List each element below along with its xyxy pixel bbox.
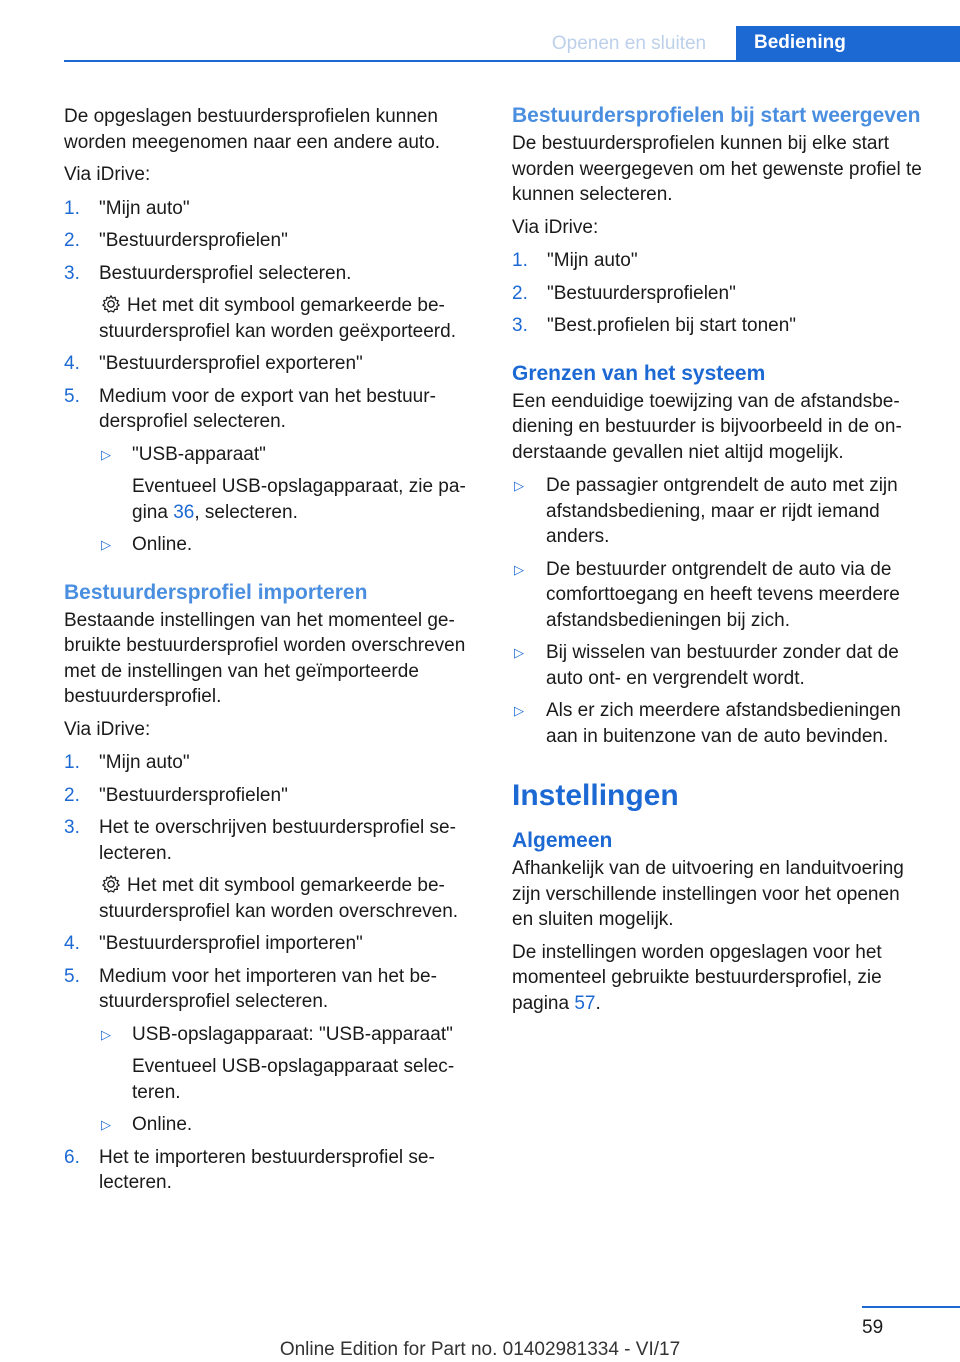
via-idrive-label: Via iDrive: <box>64 164 151 185</box>
step-text: "Bestuurdersprofiel exporteren" <box>99 353 363 374</box>
triangle-right-icon: ▷ <box>101 537 111 552</box>
list-item <box>99 1112 476 1138</box>
option-note-suffix: , selecteren. <box>194 501 298 523</box>
step-text: Medium voor de export van het bestuurdersprofiel selecteren. <box>99 385 436 432</box>
option-text: Online. <box>132 534 193 555</box>
list-item <box>64 196 476 222</box>
import-steps <box>64 750 476 1196</box>
step-text: "Bestuurdersprofiel importeren" <box>99 933 363 954</box>
step-text: Medium voor het importeren van het bestuurdersprofiel selecteren. <box>99 965 437 1012</box>
step-note <box>99 293 476 344</box>
step-number: 3. <box>512 315 528 336</box>
step-text: Het te importeren bestuurdersprofiel selecteren. <box>99 1146 435 1193</box>
start-steps <box>512 248 926 339</box>
list-item <box>64 750 476 776</box>
list-item <box>512 557 926 634</box>
header-section-title: Openen en sluiten <box>551 33 707 54</box>
chapter-heading-settings: Instellingen <box>512 779 679 812</box>
section-heading-limits: Grenzen van het systeem <box>512 361 766 385</box>
start-intro: De bestuurdersprofielen kunnen bij elke start worden weergegeven om het gewenste profiel te kunnen selecteren. <box>512 133 922 205</box>
option-text: "USB-apparaat" <box>132 443 266 465</box>
triangle-right-icon: ▷ <box>101 446 111 462</box>
page-number: 59 <box>862 1317 884 1338</box>
list-item <box>99 1022 476 1106</box>
section-heading-import: Bestuurdersprofiel importeren <box>64 580 368 604</box>
page-number-rule <box>862 1306 960 1308</box>
paragraph-suffix: . <box>595 992 601 1014</box>
paragraph-text: De instellingen worden opgeslagen voor het momenteel gebruikte bestuurdersprofiel, zie pagina <box>512 941 882 1014</box>
limits-intro: Een eenduidige toewijzing van de afstandsbediening en bestuurder is bijvoorbeeld in de onderstaande gevallen niet altijd mogelijk. <box>512 390 902 463</box>
step-number: 3. <box>64 262 80 284</box>
page-link[interactable]: 57 <box>574 992 596 1014</box>
step-text: "Bestuurdersprofielen" <box>547 282 736 304</box>
list-item <box>64 351 476 377</box>
triangle-right-icon: ▷ <box>514 645 524 660</box>
import-intro: Bestaande instellingen van het momenteel gebruikte bestuurdersprofiel worden overschreven met de instellingen van het geïmporteerde bestuurdersprofiel. <box>64 609 466 707</box>
step-number: 3. <box>64 817 80 838</box>
triangle-right-icon: ▷ <box>514 703 524 718</box>
left-column <box>64 104 476 1203</box>
list-item <box>99 532 476 558</box>
step-number: 2. <box>512 282 528 304</box>
step-text: Bestuurdersprofiel selecteren. <box>99 262 352 284</box>
intro-paragraph: De opgeslagen bestuurdersprofielen kunnen worden meegenomen naar een andere auto. <box>64 106 441 153</box>
general-paragraph-2 <box>512 940 926 1017</box>
step-text: "Mijn auto" <box>99 752 190 773</box>
step-number: 1. <box>64 752 80 773</box>
edition-footer: Online Edition for Part no. 01402981334 - VI/17 <box>279 1339 681 1360</box>
list-item <box>64 964 476 1138</box>
via-idrive-label: Via iDrive: <box>512 216 599 238</box>
step-number: 5. <box>64 385 80 407</box>
right-column <box>512 104 926 1023</box>
section-heading-start: Bestuurdersprofielen bij start weergeven <box>512 104 921 127</box>
list-item <box>64 1145 476 1196</box>
list-item <box>512 248 926 274</box>
list-item <box>64 228 476 254</box>
step-text: "Mijn auto" <box>99 197 190 219</box>
step-number: 6. <box>64 1146 80 1168</box>
triangle-right-icon: ▷ <box>101 1026 111 1042</box>
option-note: Eventueel USB-opslagapparaat selecteren. <box>132 1056 455 1103</box>
gear-icon <box>101 294 121 314</box>
item-text: Bij wisselen van bestuurder zonder dat de auto ont- en vergrendelt wordt. <box>546 642 899 689</box>
general-paragraph: Afhankelijk van de uitvoering en landuitvoering zijn verschillende instellingen voor het openen en sluiten mogelijk. <box>512 858 904 930</box>
step-text: "Mijn auto" <box>547 250 638 271</box>
step-note-text: Het met dit symbool gemarkeerde bestuurdersprofiel kan worden overschreven. <box>99 875 459 922</box>
list-item <box>99 442 476 526</box>
list-item <box>64 384 476 558</box>
option-note-text: Eventueel USB-opslagapparaat, zie pagina <box>132 476 466 523</box>
triangle-right-icon: ▷ <box>514 561 524 577</box>
step-note-text: Het met dit symbool gemarkeerde bestuurdersprofiel kan worden geëxporteerd. <box>99 295 456 342</box>
header-rule <box>64 60 960 62</box>
step-text: Het te overschrijven bestuurdersprofiel selecteren. <box>99 817 456 864</box>
list-item <box>64 931 476 957</box>
list-item <box>512 698 926 749</box>
gear-icon <box>101 874 121 894</box>
step-text: "Best.profielen bij start tonen" <box>547 315 797 336</box>
step-number: 4. <box>64 933 80 954</box>
section-heading-general: Algemeen <box>512 829 613 852</box>
list-item <box>512 313 926 339</box>
export-media-options <box>99 442 476 558</box>
triangle-right-icon: ▷ <box>514 478 524 493</box>
step-number: 1. <box>512 250 528 271</box>
via-idrive-label: Via iDrive: <box>64 718 151 740</box>
list-item <box>512 640 926 691</box>
list-item <box>64 261 476 345</box>
list-item <box>64 783 476 809</box>
option-note <box>132 474 476 525</box>
option-text: USB-opslagapparaat: "USB-apparaat" <box>132 1023 453 1045</box>
list-item <box>64 815 476 924</box>
export-steps <box>64 196 476 558</box>
step-text: "Bestuurdersprofielen" <box>99 230 288 251</box>
step-number: 2. <box>64 784 80 806</box>
step-number: 5. <box>64 965 80 987</box>
list-item <box>512 473 926 550</box>
import-media-options <box>99 1022 476 1138</box>
triangle-right-icon: ▷ <box>101 1117 111 1132</box>
list-item <box>512 281 926 307</box>
item-text: De passagier ontgrendelt de auto met zijn afstandsbediening, maar er rijdt iemand anders. <box>546 475 898 547</box>
step-text: "Bestuurdersprofielen" <box>99 784 288 806</box>
page-link[interactable]: 36 <box>173 501 195 523</box>
option-text: Online. <box>132 1114 193 1135</box>
step-number: 4. <box>64 353 80 374</box>
header-chapter-tab: Bediening <box>736 26 960 62</box>
step-note <box>99 873 476 924</box>
item-text: De bestuurder ontgrendelt de auto via de comforttoegang en heeft tevens meerdere afstandsbedieningen bij zich. <box>546 558 900 631</box>
step-number: 2. <box>64 230 80 251</box>
step-number: 1. <box>64 197 80 219</box>
limits-list <box>512 473 926 749</box>
item-text: Als er zich meerdere afstandsbedieningen aan in buitenzone van de auto bevinden. <box>546 700 901 747</box>
